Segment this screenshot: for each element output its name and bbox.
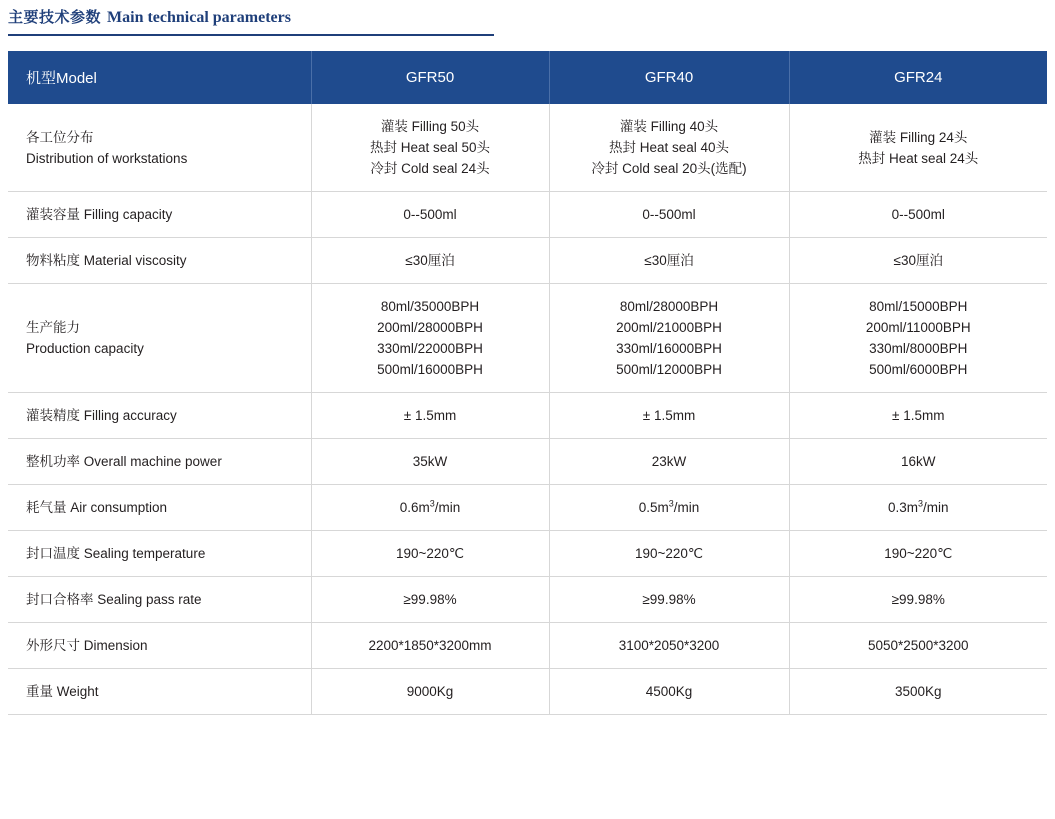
row-value-line: 5050*2500*3200 [867, 638, 969, 653]
row-value-line: 0--500ml [891, 207, 945, 222]
row-value-line: 200ml/21000BPH [616, 320, 722, 335]
row-value-2 [789, 531, 1047, 577]
row-value-line: ± 1.5mm [892, 408, 945, 423]
row-value-2 [789, 192, 1047, 238]
row-value-line: 冷封 Cold seal 20头(选配) [591, 161, 747, 176]
row-value-0 [311, 531, 549, 577]
row-value-line: 灌装 Filling 50头 [380, 119, 480, 134]
table-row [8, 393, 1047, 439]
row-value-1 [549, 439, 789, 485]
row-value-0 [311, 104, 549, 192]
row-value-line: ≤30厘泊 [405, 253, 455, 268]
row-value-2 [789, 104, 1047, 192]
row-value-1 [549, 192, 789, 238]
row-value-line: 200ml/28000BPH [377, 320, 483, 335]
row-label-line: 灌装精度 Filling accuracy [26, 408, 177, 423]
page-title-en: Main technical parameters [107, 9, 291, 26]
row-value-2 [789, 439, 1047, 485]
row-value-line: 热封 Heat seal 50头 [369, 140, 491, 155]
row-value-1 [549, 393, 789, 439]
row-value-line: 冷封 Cold seal 24头 [370, 161, 490, 176]
table-row [8, 238, 1047, 284]
row-value-0 [311, 238, 549, 284]
column-header-model-label: 机型Model [8, 51, 311, 104]
row-value-line: 灌装 Filling 24头 [869, 129, 968, 145]
row-label-line: 封口合格率 Sealing pass rate [26, 592, 202, 607]
row-value-line: ± 1.5mm [642, 408, 696, 423]
row-value-0 [311, 623, 549, 669]
row-label-line: 整机功率 Overall machine power [26, 454, 222, 469]
row-value-line: 330ml/8000BPH [869, 341, 968, 356]
page-title-cn: 主要技术参数 [8, 9, 102, 26]
row-value-line: 0--500ml [642, 207, 696, 222]
row-value-line: $0.3m^3/\min$ [887, 498, 949, 515]
row-value-2 [789, 238, 1047, 284]
row-label-line: 物料粘度 Material viscosity [26, 253, 187, 268]
row-value-1 [549, 531, 789, 577]
table-row [8, 577, 1047, 623]
table-row [8, 439, 1047, 485]
table-row [8, 531, 1047, 577]
row-value-line: 190~220℃ [395, 546, 465, 561]
row-value-0 [311, 284, 549, 393]
row-value-line: 灌装 Filling 40头 [619, 119, 719, 134]
row-label [8, 669, 311, 715]
row-value-2 [789, 284, 1047, 393]
page-title [8, 6, 494, 36]
row-label [8, 192, 311, 238]
row-value-line: 热封 Heat seal 40头 [608, 140, 730, 155]
row-value-line: 16kW [900, 454, 936, 469]
row-value-line: ≤30厘泊 [644, 253, 694, 268]
row-value-line: $0.5m^3/\min$ [638, 498, 700, 515]
row-value-line: ± 1.5mm [403, 408, 457, 423]
row-label-line: 封口温度 Sealing temperature [26, 546, 206, 561]
row-value-2 [789, 485, 1047, 531]
row-value-0 [311, 669, 549, 715]
row-value-line: 500ml/16000BPH [377, 362, 483, 377]
row-value-line: 190~220℃ [884, 546, 953, 561]
row-value-line: ≤30厘泊 [893, 253, 943, 268]
row-label-line: 耗气量 Air consumption [26, 500, 168, 515]
row-value-1 [549, 485, 789, 531]
row-value-line: 330ml/22000BPH [377, 341, 483, 356]
column-header-model-2: GFR24 [789, 51, 1047, 104]
table-row [8, 284, 1047, 393]
row-value-1 [549, 284, 789, 393]
row-value-line: 500ml/6000BPH [869, 362, 968, 377]
row-label [8, 238, 311, 284]
row-value-line: 9000Kg [406, 684, 454, 699]
row-label-line: Distribution of workstations [26, 150, 188, 166]
row-label-line: 外形尺寸 Dimension [26, 638, 148, 653]
row-value-line: 35kW [412, 454, 448, 469]
row-value-line: 2200*1850*3200mm [368, 638, 492, 653]
row-value-line: 4500Kg [645, 684, 693, 699]
row-label [8, 393, 311, 439]
row-value-line: 190~220℃ [634, 546, 704, 561]
row-value-line: $0.6m^3/\min$ [399, 498, 461, 515]
row-value-line: 200ml/11000BPH [865, 320, 971, 335]
row-value-line: ≥99.98% [891, 592, 945, 607]
row-value-line: 热封 Heat seal 24头 [858, 150, 979, 166]
table-row [8, 192, 1047, 238]
row-label-line: 重量 Weight [26, 684, 99, 699]
row-value-line: 500ml/12000BPH [616, 362, 722, 377]
table-row [8, 669, 1047, 715]
row-value-line: 23kW [651, 454, 687, 469]
row-value-1 [549, 577, 789, 623]
row-value-2 [789, 623, 1047, 669]
row-value-1 [549, 669, 789, 715]
row-value-line: 3100*2050*3200 [618, 638, 720, 653]
row-label-line: 灌装容量 Filling capacity [26, 207, 173, 222]
column-header-model-1: GFR40 [549, 51, 789, 104]
table-body [8, 104, 1047, 715]
row-value-0 [311, 485, 549, 531]
row-value-line: ≥99.98% [403, 592, 457, 607]
row-value-2 [789, 669, 1047, 715]
table-row [8, 104, 1047, 192]
row-value-line: 80ml/15000BPH [869, 299, 968, 314]
row-value-1 [549, 104, 789, 192]
row-value-line: 330ml/16000BPH [616, 341, 722, 356]
row-value-line: 0--500ml [403, 207, 457, 222]
row-value-line: 80ml/28000BPH [619, 299, 719, 314]
row-value-1 [549, 238, 789, 284]
row-label-line: 各工位分布 [26, 129, 94, 145]
column-header-model-0: GFR50 [311, 51, 549, 104]
row-value-0 [311, 393, 549, 439]
row-value-line: ≥99.98% [642, 592, 696, 607]
row-label [8, 284, 311, 393]
row-value-2 [789, 393, 1047, 439]
row-value-0 [311, 577, 549, 623]
technical-parameters-table [8, 51, 1047, 715]
row-value-line: 3500Kg [894, 684, 942, 699]
table-header [8, 51, 1047, 104]
row-label-line: Production capacity [26, 341, 144, 356]
row-value-0 [311, 192, 549, 238]
row-value-2 [789, 577, 1047, 623]
row-label [8, 104, 311, 192]
row-value-1 [549, 623, 789, 669]
row-label [8, 577, 311, 623]
table-header-row [8, 51, 1047, 104]
row-label [8, 531, 311, 577]
row-value-line: 80ml/35000BPH [380, 299, 480, 314]
row-value-0 [311, 439, 549, 485]
row-label [8, 439, 311, 485]
table-row [8, 485, 1047, 531]
row-label [8, 485, 311, 531]
table-row [8, 623, 1047, 669]
row-label-line: 生产能力 [26, 320, 80, 335]
row-label [8, 623, 311, 669]
